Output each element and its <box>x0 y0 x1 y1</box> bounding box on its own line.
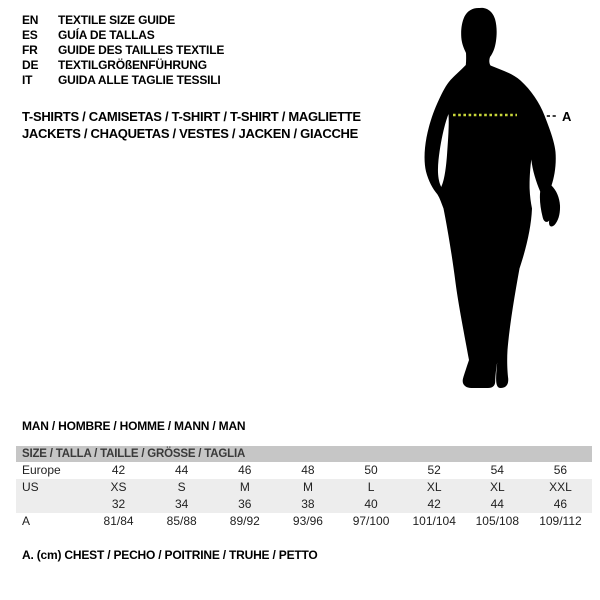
size-table-header: SIZE / TALLA / TAILLE / GRÖSSE / TAGLIA <box>16 446 592 462</box>
table-cell: 34 <box>175 497 189 511</box>
language-code: DE <box>22 58 39 72</box>
table-cell: M <box>239 480 250 494</box>
table-cell: 81/84 <box>103 514 134 528</box>
row-label <box>16 496 87 513</box>
language-row-fr <box>22 43 224 58</box>
category-tshirts: T-SHIRTS / CAMISETAS / T-SHIRT / T-SHIRT / MAGLIETTE <box>22 109 361 124</box>
table-row-us <box>16 479 592 496</box>
table-cell: 42 <box>111 463 126 477</box>
category-jackets: JACKETS / CHAQUETAS / VESTES / JACKEN / GIACCHE <box>22 126 358 141</box>
language-list <box>22 13 224 88</box>
language-code: ES <box>22 28 38 42</box>
table-cell: 85/88 <box>166 514 197 528</box>
table-cell: 32 <box>111 497 126 511</box>
table-cell: 36 <box>238 497 252 511</box>
silhouette-svg <box>395 0 600 400</box>
table-cell: 40 <box>364 497 378 511</box>
product-categories <box>22 108 361 142</box>
table-cell: 97/100 <box>352 514 390 528</box>
section-title-man: MAN / HOMBRE / HOMME / MANN / MAN <box>22 419 246 433</box>
language-code: IT <box>22 73 33 87</box>
language-code: EN <box>22 13 39 27</box>
table-cell: 56 <box>553 463 568 477</box>
table-cell: XL <box>426 480 442 494</box>
language-row-es <box>22 28 224 43</box>
language-label: GUIDE DES TAILLES TEXTILE <box>58 43 225 57</box>
measure-a-label: A <box>562 109 572 124</box>
language-row-en <box>22 13 224 28</box>
table-cell: 101/104 <box>412 514 456 528</box>
table-cell: 44 <box>175 463 189 477</box>
language-row-it <box>22 73 224 88</box>
row-label: Europe <box>22 463 61 477</box>
table-row-numeric <box>16 496 592 513</box>
man-silhouette-shape <box>425 8 560 388</box>
table-cell: 48 <box>301 463 315 477</box>
table-cell: XL <box>489 480 505 494</box>
language-label: TEXTILE SIZE GUIDE <box>58 13 176 27</box>
table-row-europe <box>16 462 592 479</box>
table-cell: 50 <box>364 463 378 477</box>
table-cell: XS <box>110 480 127 494</box>
measurement-footnote: A. (cm) CHEST / PECHO / POITRINE / TRUHE / PETTO <box>22 548 318 562</box>
size-table <box>16 446 592 530</box>
table-cell: 105/108 <box>475 514 519 528</box>
table-row-chest-a <box>16 513 592 530</box>
row-label: A <box>22 514 31 528</box>
table-cell: 46 <box>553 497 568 511</box>
table-cell: M <box>302 480 313 494</box>
table-cell: S <box>177 480 186 494</box>
male-silhouette-figure <box>395 0 600 400</box>
language-row-de <box>22 58 224 73</box>
language-code: FR <box>22 43 38 57</box>
language-label: GUIDA ALLE TAGLIE TESSILI <box>58 73 221 87</box>
table-cell: 109/112 <box>539 514 582 528</box>
table-cell: XXL <box>549 480 572 494</box>
table-cell: 42 <box>427 497 441 511</box>
table-cell: 52 <box>427 463 441 477</box>
table-cell: L <box>367 480 375 494</box>
table-cell: 44 <box>490 497 504 511</box>
language-label: GUÍA DE TALLAS <box>58 28 155 42</box>
row-label: US <box>22 480 39 494</box>
table-cell: 38 <box>301 497 315 511</box>
table-cell: 89/92 <box>229 514 260 528</box>
language-label: TEXTILGRÖßENFÜHRUNG <box>58 58 207 72</box>
table-cell: 54 <box>490 463 504 477</box>
table-cell: 46 <box>238 463 252 477</box>
table-cell: 93/96 <box>292 514 323 528</box>
